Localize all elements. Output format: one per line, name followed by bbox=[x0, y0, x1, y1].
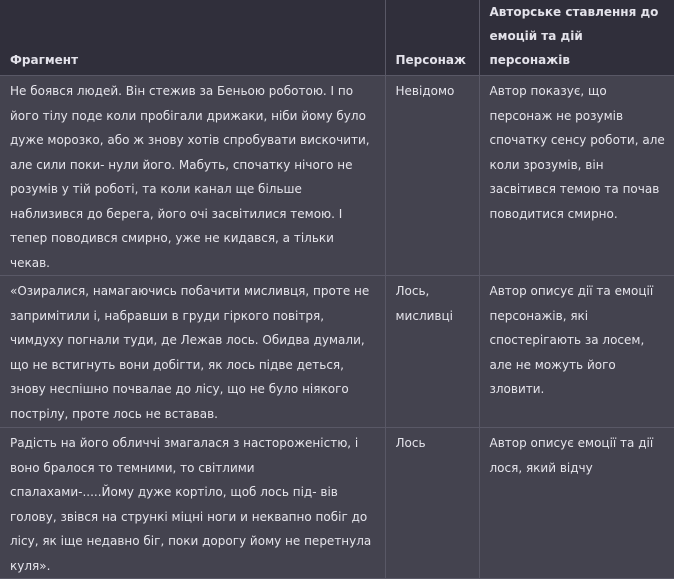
character-cell: Невідомо bbox=[385, 76, 479, 276]
attitude-cell: Автор показує, що персонаж не розумів спочатку сенсу роботи, але коли зрозумів, він засвітився темою та почав поводитися смирно. bbox=[479, 76, 674, 276]
table-header-row bbox=[0, 0, 674, 76]
character-cell: Лось bbox=[385, 428, 479, 579]
attitude-cell: Автор описує дії та емоції персонажів, які спостерігають за лосем, але не можуть його зловити. bbox=[479, 276, 674, 428]
fragment-cell: Радість на його обличчі змагалася з настороженістю, і воно бралося то темними, то світлими спалахами-.....Йому дуже кортіло, щоб лось під- вів голову, звівся на стрункі міцні ноги и неквапно побіг до лісу, як іще недавно біг, поки дорогу йому не перетнула куля». bbox=[0, 428, 385, 579]
column-header-author-attitude: Авторське ставлення до емоцій та дій персонажів bbox=[479, 0, 674, 76]
fragment-cell: «Озиралися, намагаючись побачити мисливця, проте не запримітили і, набравши в груди гіркого повітря, чимдуху погнали туди, де Лежав лось. Обидва думали, що не встигнуть вони добігти, як лось підве деться, знову неспішно почвалае до лісу, що не було ніякого пострілу, проте лось не вставав. bbox=[0, 276, 385, 428]
column-header-fragment: Фрагмент bbox=[0, 0, 385, 76]
table-row bbox=[0, 76, 674, 276]
character-cell: Лось, мисливці bbox=[385, 276, 479, 428]
table-row bbox=[0, 276, 674, 428]
column-header-character: Персонаж bbox=[385, 0, 479, 76]
table-row bbox=[0, 428, 674, 579]
attitude-cell: Автор описує емоції та дії лося, який відчу bbox=[479, 428, 674, 579]
fragment-cell: Не боявся людей. Він стежив за Беньою роботою. І по його тілу поде коли пробігали дрижаки, ніби йому було дуже морозко, або ж знову хотів спробувати вискочити, але сили поки- нули його. Мабуть, спочатку нічого не розумів у тій роботі, та коли канал ще більше наблизився до берега, його очі засвітилися темою. І тепер поводився смирно, уже не кидався, а тільки чекав. bbox=[0, 76, 385, 276]
